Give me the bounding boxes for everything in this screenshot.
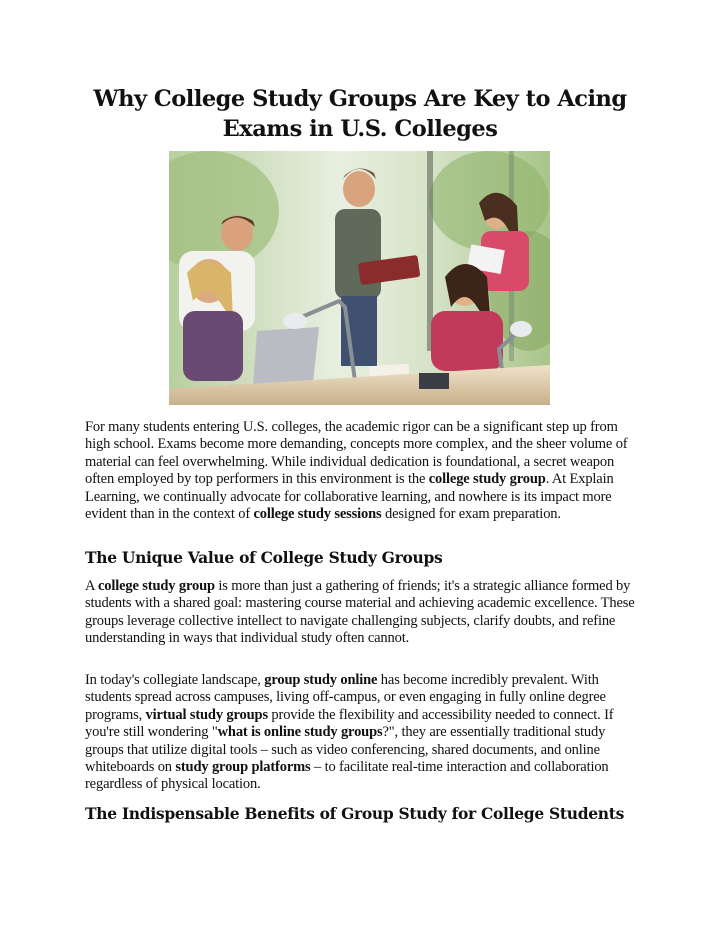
- section-heading-benefits: The Indispensable Benefits of Group Study for College Students: [85, 804, 625, 823]
- intro-paragraph: [85, 419, 637, 523]
- s1p2-bold-3: what is online study groups: [217, 724, 383, 741]
- section1-paragraph-1: [85, 578, 637, 648]
- intro-text-2: . At Explain Learning, we continually advocate for collaborative learning, and nowhere is its impact more evident than in the context of: [85, 471, 614, 523]
- study-group-photo: [169, 151, 550, 405]
- s1p2-text-1: In today's collegiate landscape,: [85, 672, 265, 688]
- s1p2-text-2: has become incredibly prevalent. With students spread across campuses, living off-campus, or even engaging in fully online degree programs,: [85, 672, 606, 723]
- page-title: Why College Study Groups Are Key to Acing Exams in U.S. Colleges: [93, 86, 627, 142]
- intro-bold-1: college study group: [428, 471, 546, 488]
- s1p2-text-3: provide the flexibility and accessibility needed to connect. If you're still wondering ": [85, 706, 614, 741]
- section-heading-unique-value: The Unique Value of College Study Groups: [85, 548, 443, 567]
- intro-bold-2: college study sessions: [253, 506, 382, 523]
- s1p2-text-4: ?", they are essentially traditional study groups that utilize digital tools – such as video conferencing, shared documents, and online whiteboards on: [85, 724, 606, 776]
- s1p2-bold-4: study group platforms: [175, 759, 311, 776]
- section1-paragraph-2: [85, 672, 637, 794]
- intro-text-3: designed for exam preparation.: [381, 506, 561, 523]
- intro-text-1: For many students entering U.S. colleges, the academic rigor can be a significant step up from high school. Exams become more demanding, concepts more complex, and the sheer volume of material can feel overwhelming. While individual dedication is foundational, a secret weapon often employed by top performers in this environment is the: [85, 419, 628, 488]
- s1p2-bold-2: virtual study groups: [145, 706, 268, 723]
- s1p2-bold-1: group study online: [264, 672, 378, 688]
- s1p1-text-1: A: [85, 578, 98, 594]
- s1p1-bold-1: college study group: [98, 578, 215, 594]
- s1p2-text-5: – to facilitate real-time interaction and collaboration regardless of physical location.: [85, 759, 609, 793]
- hero-image: [169, 151, 550, 405]
- s1p1-text-2: is more than just a gathering of friends; it's a strategic alliance formed by students with a shared goal: mastering course material and achieving academic excellence. These groups leverage collective intellect to navigate challenging subjects, clarify doubts, and refine understanding in ways that individual study often cannot.: [85, 578, 635, 647]
